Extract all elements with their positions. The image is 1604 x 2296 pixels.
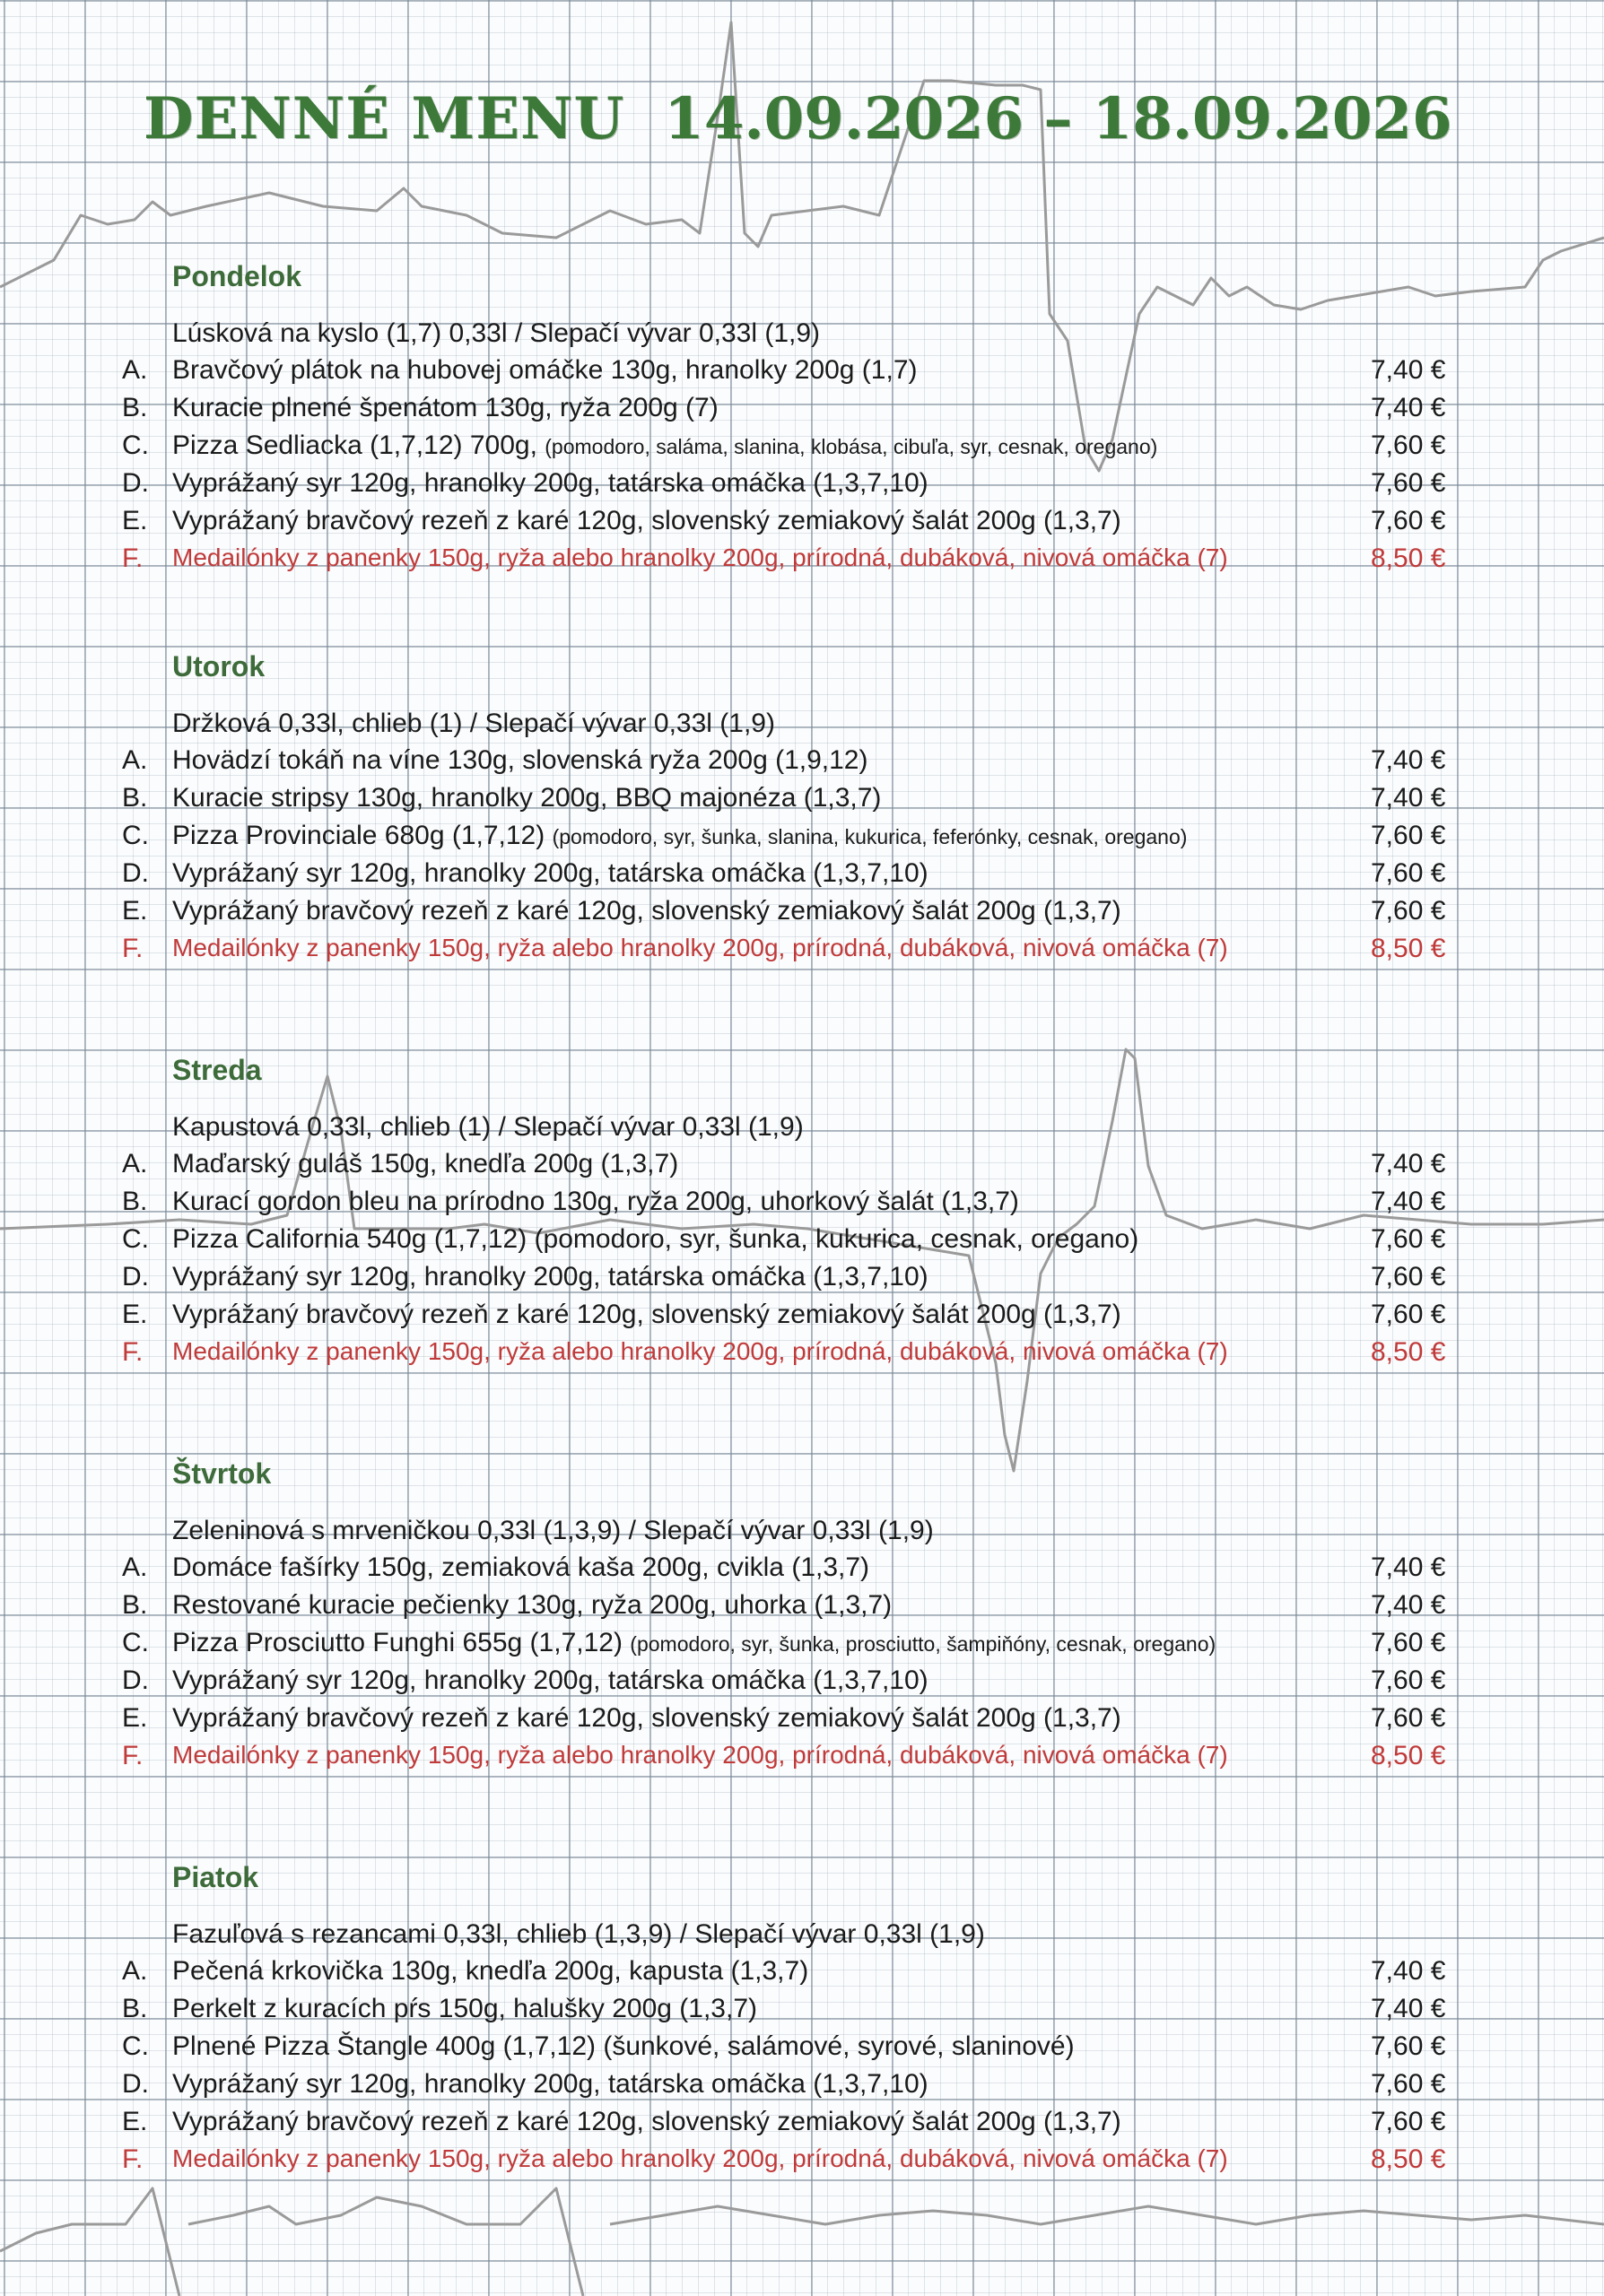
menu-item-special	[0, 2144, 1604, 2182]
item-text: Vyprážaný bravčový rezeň z karé 120g, slovenský zemiakový šalát 200g (1,3,7)	[172, 896, 1121, 926]
item-text: Medailónky z panenky 150g, ryža alebo hranolky 200g, prírodná, dubáková, nivová omáčka (7)	[172, 934, 1228, 961]
menu-item	[0, 393, 1604, 430]
item-description	[172, 1552, 869, 1583]
item-text: Pizza Prosciutto Funghi 655g (1,7,12)	[172, 1628, 623, 1657]
menu-items	[0, 355, 1604, 581]
item-price: 7,60 €	[1371, 1300, 1446, 1329]
item-note: (pomodoro, syr, šunka, prosciutto, šampiňóny, cesnak, oregano)	[630, 1632, 1216, 1656]
item-description	[172, 934, 1228, 962]
item-description	[172, 2031, 1075, 2062]
item-price: 7,40 €	[1371, 1552, 1446, 1582]
item-text: Restované kuracie pečienky 130g, ryža 200g, uhorka (1,3,7)	[172, 1590, 893, 1620]
menu-item	[0, 1262, 1604, 1300]
menu-item-special	[0, 1741, 1604, 1779]
item-text: Vyprážaný syr 120g, hranolky 200g, tatárska omáčka (1,3,7,10)	[172, 468, 928, 498]
item-letter: D.	[122, 1262, 149, 1292]
menu-item	[0, 1703, 1604, 1741]
item-price: 7,40 €	[1371, 1956, 1446, 1986]
item-letter: C.	[122, 821, 149, 850]
item-letter: F.	[122, 934, 144, 963]
item-text: Vyprážaný syr 120g, hranolky 200g, tatárska omáčka (1,3,7,10)	[172, 1262, 928, 1292]
menu-item	[0, 1956, 1604, 1994]
menu-item	[0, 745, 1604, 783]
menu-item-special	[0, 1337, 1604, 1375]
menu-item	[0, 1665, 1604, 1703]
menu-item	[0, 1149, 1604, 1187]
item-price: 7,60 €	[1371, 468, 1446, 498]
menu-item	[0, 468, 1604, 506]
item-price: 7,60 €	[1371, 430, 1446, 460]
item-description	[172, 1956, 808, 1987]
item-letter: D.	[122, 858, 149, 888]
item-text: Vyprážaný syr 120g, hranolky 200g, tatárska omáčka (1,3,7,10)	[172, 2069, 928, 2099]
day-name: Streda	[172, 1054, 262, 1086]
item-text: Domáce fašírky 150g, zemiaková kaša 200g, cvikla (1,3,7)	[172, 1552, 870, 1582]
item-note: (pomodoro, syr, šunka, slanina, kukurica, feferónky, cesnak, oregano)	[552, 825, 1188, 848]
item-price: 7,60 €	[1371, 821, 1446, 850]
day-name: Piatok	[172, 1861, 259, 1893]
menu-item	[0, 506, 1604, 544]
item-note: (pomodoro, saláma, slanina, klobása, cibuľa, syr, cesnak, oregano)	[545, 435, 1158, 458]
item-price: 7,60 €	[1371, 506, 1446, 535]
item-text: Pečená krkovička 130g, knedľa 200g, kapusta (1,3,7)	[172, 1956, 809, 1986]
item-description	[172, 1590, 892, 1621]
day-name: Štvrtok	[172, 1457, 272, 1490]
item-description	[172, 1224, 1138, 1255]
soup-line: Zeleninová s mrveničkou 0,33l (1,3,9) / Slepačí vývar 0,33l (1,9)	[172, 1516, 934, 1545]
item-text: Hovädzí tokáň na víne 130g, slovenská ryža 200g (1,9,12)	[172, 745, 868, 775]
item-price: 8,50 €	[1371, 934, 1446, 963]
menu-item	[0, 2069, 1604, 2107]
menu-items	[0, 1552, 1604, 1779]
item-text: Medailónky z panenky 150g, ryža alebo hranolky 200g, prírodná, dubáková, nivová omáčka (7)	[172, 544, 1228, 571]
item-price: 7,60 €	[1371, 1703, 1446, 1733]
item-price: 7,40 €	[1371, 1187, 1446, 1216]
item-letter: C.	[122, 2031, 149, 2061]
item-description	[172, 1665, 928, 1696]
item-letter: A.	[122, 1956, 148, 1986]
item-price: 7,60 €	[1371, 1224, 1446, 1254]
item-description	[172, 821, 1187, 851]
day-name: Pondelok	[172, 260, 302, 292]
item-text: Vyprážaný bravčový rezeň z karé 120g, slovenský zemiakový šalát 200g (1,3,7)	[172, 506, 1121, 535]
item-letter: B.	[122, 1187, 148, 1216]
menu-title-text: DENNÉ MENU	[144, 85, 625, 152]
item-text: Medailónky z panenky 150g, ryža alebo hranolky 200g, prírodná, dubáková, nivová omáčka (7)	[172, 2144, 1228, 2172]
item-letter: C.	[122, 1628, 149, 1657]
item-price: 7,40 €	[1371, 1149, 1446, 1178]
item-text: Kurací gordon bleu na prírodno 130g, ryža 200g, uhorkový šalát (1,3,7)	[172, 1187, 1019, 1216]
item-description	[172, 1262, 928, 1292]
item-description	[172, 2069, 928, 2100]
item-text: Vyprážaný syr 120g, hranolky 200g, tatárska omáčka (1,3,7,10)	[172, 858, 928, 888]
menu-item	[0, 1300, 1604, 1337]
item-description	[172, 1187, 1019, 1217]
item-price: 8,50 €	[1371, 2144, 1446, 2174]
item-text: Pizza Sedliacka (1,7,12) 700g,	[172, 430, 537, 460]
item-letter: C.	[122, 430, 149, 460]
item-text: Medailónky z panenky 150g, ryža alebo hranolky 200g, prírodná, dubáková, nivová omáčka (7)	[172, 1741, 1228, 1769]
item-text: Vyprážaný syr 120g, hranolky 200g, tatárska omáčka (1,3,7,10)	[172, 1665, 928, 1695]
soup-line: Fazuľová s rezancami 0,33l, chlieb (1,3,9) / Slepačí vývar 0,33l (1,9)	[172, 1919, 985, 1949]
item-letter: E.	[122, 896, 148, 926]
menu-item	[0, 1994, 1604, 2031]
menu-item	[0, 1224, 1604, 1262]
item-description	[172, 506, 1121, 536]
item-description	[172, 468, 928, 499]
menu-item	[0, 1628, 1604, 1665]
item-letter: E.	[122, 1300, 148, 1329]
item-letter: D.	[122, 2069, 149, 2099]
item-description	[172, 355, 918, 386]
item-text: Bravčový plátok na hubovej omáčke 130g, hranolky 200g (1,7)	[172, 355, 918, 385]
menu-item	[0, 2107, 1604, 2144]
item-price: 8,50 €	[1371, 544, 1446, 573]
item-text: Pizza Provinciale 680g (1,7,12)	[172, 821, 545, 850]
item-letter: A.	[122, 745, 148, 775]
item-price: 7,40 €	[1371, 1994, 1446, 2023]
menu-item	[0, 896, 1604, 934]
item-price: 7,40 €	[1371, 393, 1446, 422]
item-price: 7,40 €	[1371, 355, 1446, 385]
menu-item	[0, 858, 1604, 896]
item-text: Vyprážaný bravčový rezeň z karé 120g, slovenský zemiakový šalát 200g (1,3,7)	[172, 1300, 1121, 1329]
item-price: 8,50 €	[1371, 1741, 1446, 1770]
item-text: Perkelt z kuracích pŕs 150g, halušky 200g (1,3,7)	[172, 1994, 758, 2023]
menu-items	[0, 1149, 1604, 1375]
item-price: 7,60 €	[1371, 2031, 1446, 2061]
item-text: Plnené Pizza Štangle 400g (1,7,12) (šunkové, salámové, syrové, slaninové)	[172, 2031, 1075, 2061]
item-price: 7,60 €	[1371, 896, 1446, 926]
menu-title	[144, 85, 1451, 152]
item-price: 7,60 €	[1371, 2069, 1446, 2099]
item-text: Vyprážaný bravčový rezeň z karé 120g, slovenský zemiakový šalát 200g (1,3,7)	[172, 1703, 1121, 1733]
item-description	[172, 1628, 1216, 1658]
item-letter: E.	[122, 506, 148, 535]
item-letter: F.	[122, 1337, 144, 1367]
menu-item	[0, 355, 1604, 393]
menu-item	[0, 1552, 1604, 1590]
ecg-line-bottom	[0, 2188, 1604, 2296]
menu-item	[0, 2031, 1604, 2069]
day-name: Utorok	[172, 650, 266, 683]
menu-items	[0, 1956, 1604, 2182]
item-description	[172, 1994, 757, 2024]
item-text: Kuracie stripsy 130g, hranolky 200g, BBQ majonéza (1,3,7)	[172, 783, 882, 813]
menu-item	[0, 430, 1604, 468]
menu-item	[0, 1187, 1604, 1224]
item-letter: E.	[122, 2107, 148, 2136]
item-text: Vyprážaný bravčový rezeň z karé 120g, slovenský zemiakový šalát 200g (1,3,7)	[172, 2107, 1121, 2136]
item-description	[172, 783, 881, 813]
item-letter: A.	[122, 1552, 148, 1582]
item-letter: B.	[122, 783, 148, 813]
item-text: Maďarský guláš 150g, knedľa 200g (1,3,7)	[172, 1149, 679, 1178]
item-letter: E.	[122, 1703, 148, 1733]
item-text: Medailónky z panenky 150g, ryža alebo hranolky 200g, prírodná, dubáková, nivová omáčka (7)	[172, 1337, 1228, 1365]
item-letter: C.	[122, 1224, 149, 1254]
item-description	[172, 896, 1121, 926]
item-letter: A.	[122, 1149, 148, 1178]
item-price: 7,60 €	[1371, 858, 1446, 888]
item-price: 7,40 €	[1371, 745, 1446, 775]
item-description	[172, 393, 719, 423]
item-description	[172, 544, 1228, 572]
menu-item-special	[0, 934, 1604, 971]
item-letter: B.	[122, 1590, 148, 1620]
item-description	[172, 1703, 1121, 1734]
menu-item-special	[0, 544, 1604, 581]
soup-line: Držková 0,33l, chlieb (1) / Slepačí vývar 0,33l (1,9)	[172, 709, 775, 738]
item-letter: B.	[122, 1994, 148, 2023]
item-description	[172, 1149, 678, 1179]
item-description	[172, 1300, 1121, 1330]
item-letter: A.	[122, 355, 148, 385]
item-price: 7,60 €	[1371, 1628, 1446, 1657]
menu-date-range: 14.09.2026 – 18.09.2026	[664, 85, 1452, 152]
item-price: 7,60 €	[1371, 1665, 1446, 1695]
item-description	[172, 430, 1157, 461]
item-letter: B.	[122, 393, 148, 422]
item-price: 7,40 €	[1371, 783, 1446, 813]
item-letter: F.	[122, 2144, 144, 2174]
item-letter: D.	[122, 468, 149, 498]
item-price: 7,60 €	[1371, 1262, 1446, 1292]
soup-line: Lúsková na kyslo (1,7) 0,33l / Slepačí vývar 0,33l (1,9)	[172, 318, 821, 348]
item-description	[172, 2107, 1121, 2137]
item-description	[172, 745, 867, 776]
item-price: 8,50 €	[1371, 1337, 1446, 1367]
item-letter: F.	[122, 1741, 144, 1770]
item-text: Kuracie plnené špenátom 130g, ryža 200g (7)	[172, 393, 719, 422]
menu-item	[0, 783, 1604, 821]
item-letter: D.	[122, 1665, 149, 1695]
menu-items	[0, 745, 1604, 971]
item-description	[172, 1741, 1228, 1770]
item-description	[172, 858, 928, 889]
menu-item	[0, 821, 1604, 858]
menu-item	[0, 1590, 1604, 1628]
item-letter: F.	[122, 544, 144, 573]
soup-line: Kapustová 0,33l, chlieb (1) / Slepačí vývar 0,33l (1,9)	[172, 1112, 804, 1142]
item-price: 7,60 €	[1371, 2107, 1446, 2136]
item-description	[172, 2144, 1228, 2173]
item-text: Pizza California 540g (1,7,12) (pomodoro, syr, šunka, kukurica, cesnak, oregano)	[172, 1224, 1139, 1254]
item-price: 7,40 €	[1371, 1590, 1446, 1620]
item-description	[172, 1337, 1228, 1366]
